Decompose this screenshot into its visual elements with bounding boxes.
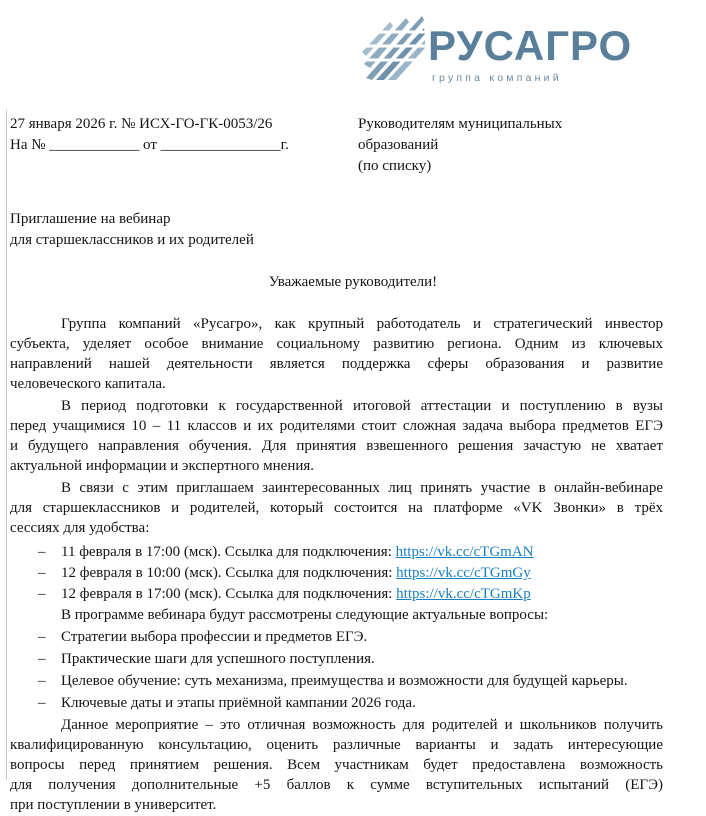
paragraph-5-line-4: для получения дополнительные +5 баллов к сумме вступительных испытаний (ЕГЭ) [10,777,663,793]
paragraph-5-line-3: вопросы перед принятием решения. Всем участникам будет предоставлена возможность [10,757,663,773]
paragraph-2-line-1: В период подготовки к государственной итоговой аттестации и поступлению в вузы [61,398,663,414]
session-bullet: – [38,544,46,560]
session-bullet: – [38,565,46,581]
session-item-2 [61,563,531,584]
paragraph-4: В программе вебинара будут рассмотрены следующие актуальные вопросы: [61,607,549,623]
session-link-2[interactable]: https://vk.cc/cTGmGy [396,565,531,581]
session-link-1[interactable]: https://vk.cc/cTGmAN [395,544,534,560]
paragraph-5-line-2: квалифицированную консультацию, оценить различные варианты и задать интересующие [10,737,663,753]
logo-subtitle: группа компаний [432,72,562,84]
topic-bullet: – [38,695,46,711]
topic-item-4: Ключевые даты и этапы приёмной кампании 2026 года. [61,695,416,711]
session-text: 11 февраля в 17:00 (мск). Ссылка для подключения: [61,544,392,560]
addressee-line-3: (по списку) [358,158,432,174]
session-text: 12 февраля в 17:00 (мск). Ссылка для подключения: [61,586,393,602]
session-item-1 [61,542,534,563]
paragraph-2-line-4: актуальной информации и экспертного мнения. [10,458,315,474]
session-item-3 [61,584,531,605]
session-text: 12 февраля в 10:00 (мск). Ссылка для подключения: [61,565,393,581]
addressee-line-1: Руководителям муниципальных [358,116,563,132]
topic-bullet: – [38,651,46,667]
logo-emblem-icon [362,12,426,82]
paragraph-3-line-2: для старшеклассников и родителей, который состоится на платформе «VK Звонки» в трёх [10,500,663,516]
topic-bullet: – [38,673,46,689]
topic-item-1: Стратегии выбора профессии и предметов ЕГЭ. [61,629,368,645]
paragraph-5-line-5: при поступлении в университет. [10,797,217,813]
paragraph-2-line-3: и будущего направления обучения. Для принятия взвешенного решения зачастую не хватает [10,438,663,454]
paragraph-1-line-3: направлений нашей деятельности является поддержка сферы образования и развитие [10,356,663,372]
paragraph-3-line-3: сессиях для удобства: [10,520,150,536]
outgoing-date-number: 27 января 2026 г. № ИСХ-ГО-ГК-0053/26 [10,116,273,132]
rusagro-logo [362,12,633,92]
paragraph-1-line-2: субъекта, уделяет особое внимание социальному развитию региона. Одним из ключевых [10,336,663,352]
paragraph-3-line-1: В связи с этим приглашаем заинтересованных лиц принять участие в онлайн-вебинаре [61,480,663,496]
logo-wordmark: РУСАГРО [428,22,633,69]
topic-bullet: – [38,629,46,645]
subject-line-2: для старшеклассников и их родителей [10,232,254,248]
topic-item-3: Целевое обучение: суть механизма, преимущества и возможности для будущей карьеры. [61,673,628,689]
session-bullet: – [38,586,46,602]
greeting: Уважаемые руководители! [268,274,438,290]
paragraph-2-line-2: перед учащимися 10 – 11 классов и их родителями стоит сложная задача выбора предметов ЕГЭ [10,418,663,434]
reference-line: На № ____________ от ________________г. [10,137,289,153]
session-link-3[interactable]: https://vk.cc/cTGmKp [396,586,531,602]
subject-line-1: Приглашение на вебинар [10,211,171,227]
addressee-line-2: образований [358,137,439,153]
paragraph-1-line-4: человеческого капитала. [10,376,166,392]
topic-item-2: Практические шаги для успешного поступления. [61,651,375,667]
paragraph-5-line-1: Данное мероприятие – это отличная возможность для родителей и школьников получить [61,717,663,733]
paragraph-1-line-1: Группа компаний «Русагро», как крупный работодатель и стратегический инвестор [61,316,663,332]
scan-edge-line [6,110,7,780]
